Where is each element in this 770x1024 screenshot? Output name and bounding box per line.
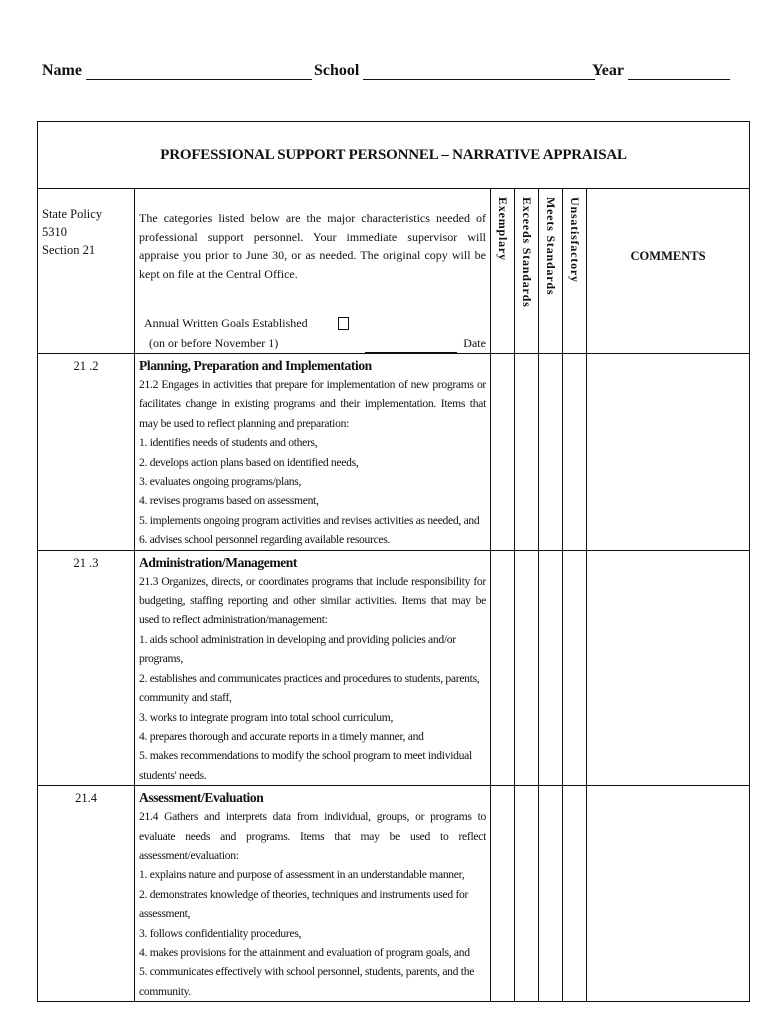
form-title: PROFESSIONAL SUPPORT PERSONNEL – NARRATIVE APPRAISAL	[38, 122, 750, 189]
rating-label: Unsatisfactory	[568, 197, 582, 283]
comments-cell[interactable]	[587, 786, 750, 1002]
policy-cell	[38, 189, 135, 354]
section-description: 21.2 Engages in activities that prepare for implementation of new programs or facilitates change in existing programs and their implementation. Items that may be used to reflect planning and preparation:	[139, 378, 486, 430]
rating-label: Exceeds Standards	[520, 197, 534, 308]
rating-cell-exemplary[interactable]	[491, 354, 515, 551]
section-number: 21.4	[38, 786, 135, 1002]
section-title: Planning, Preparation and Implementation	[139, 358, 372, 373]
policy-line-1: State Policy 5310	[42, 207, 103, 239]
rating-label: Meets Standards	[544, 197, 558, 296]
section-item: 4. revises programs based on assessment,	[139, 494, 319, 508]
rating-cell-exceeds[interactable]	[515, 786, 539, 1002]
goals-checkbox[interactable]	[338, 317, 349, 330]
section-item: 6. advises school personnel regarding available resources.	[139, 533, 391, 547]
goals-sub-label: (on or before November 1)	[149, 336, 279, 350]
rating-header-exemplary	[491, 189, 515, 354]
section-item: 2. demonstrates knowledge of theories, techniques and instruments used for assessment,	[139, 887, 469, 921]
comments-cell[interactable]	[587, 550, 750, 785]
section-row	[38, 786, 750, 1002]
school-field[interactable]	[363, 63, 595, 80]
section-item: 5. makes recommendations to modify the school program to meet individual students' needs.	[139, 749, 472, 782]
section-item: 5. communicates effectively with school personnel, students, parents, and the community.	[139, 965, 475, 998]
section-description: 21.3 Organizes, directs, or coordinates programs that include responsibility for budgeting, staffing reporting and other similar activities. Items that may be used to reflect administration/management:	[139, 574, 486, 627]
rating-header-unsatisfactory	[563, 189, 587, 354]
intro-text: The categories listed below are the major characteristics needed of professional support personnel. Your immediate supervisor will appraise you prior to June 30, or as needed. The original copy will be kept on file at the Central Office.	[139, 211, 486, 281]
rating-cell-unsatisfactory[interactable]	[563, 354, 587, 551]
rating-cell-meets[interactable]	[539, 354, 563, 551]
name-label: Name	[42, 62, 82, 79]
section-content	[135, 550, 491, 785]
rating-cell-exemplary[interactable]	[491, 786, 515, 1002]
policy-line-2: Section 21	[42, 243, 96, 257]
rating-cell-unsatisfactory[interactable]	[563, 550, 587, 785]
section-item: 2. develops action plans based on identified needs,	[139, 455, 359, 469]
rating-cell-meets[interactable]	[539, 550, 563, 785]
year-label: Year	[592, 62, 624, 79]
section-title: Administration/Management	[139, 554, 297, 570]
year-field[interactable]	[628, 63, 730, 80]
header-fields	[42, 62, 312, 80]
rating-header-exceeds	[515, 189, 539, 354]
rating-label: Exemplary	[496, 197, 510, 261]
intro-cell	[135, 189, 491, 354]
section-content	[135, 786, 491, 1002]
rating-header-meets	[539, 189, 563, 354]
section-item: 4. prepares thorough and accurate reports in a timely manner, and	[139, 729, 424, 743]
section-row	[38, 354, 750, 551]
section-item: 1. explains nature and purpose of assessment in an understandable manner,	[139, 868, 465, 882]
date-label: Date	[463, 336, 486, 350]
date-field[interactable]	[365, 338, 457, 353]
goals-block	[139, 313, 486, 353]
section-item: 3. works to integrate program into total school curriculum,	[139, 710, 394, 724]
rating-cell-unsatisfactory[interactable]	[563, 786, 587, 1002]
section-item: 4. makes provisions for the attainment and evaluation of program goals, and	[139, 945, 470, 959]
rating-cell-meets[interactable]	[539, 786, 563, 1002]
rating-cell-exceeds[interactable]	[515, 354, 539, 551]
section-item: 3. evaluates ongoing programs/plans,	[139, 475, 302, 489]
section-number: 21 .2	[38, 354, 135, 551]
year-fields	[592, 62, 730, 80]
appraisal-form	[37, 121, 750, 1002]
section-number: 21 .3	[38, 550, 135, 785]
section-item: 3. follows confidentiality procedures,	[139, 926, 302, 940]
name-field[interactable]	[86, 63, 312, 80]
section-description: 21.4 Gathers and interprets data from individual, groups, or programs to evaluate needs and programs. Items that may be used to reflect assessment/evaluation:	[139, 810, 486, 862]
goals-label: Annual Written Goals Established	[144, 316, 308, 330]
section-row	[38, 550, 750, 785]
rating-cell-exceeds[interactable]	[515, 550, 539, 785]
section-item: 2. establishes and communicates practices and procedures to students, parents, community and staff,	[139, 671, 480, 705]
section-item: 1. aids school administration in developing and providing policies and/or programs,	[139, 632, 456, 666]
rating-cell-exemplary[interactable]	[491, 550, 515, 785]
school-fields	[314, 62, 595, 80]
comments-header: COMMENTS	[587, 189, 750, 354]
section-title: Assessment/Evaluation	[139, 790, 264, 806]
school-label: School	[314, 62, 360, 79]
section-item: 1. identifies needs of students and others,	[139, 436, 318, 450]
section-content	[135, 354, 491, 551]
comments-cell[interactable]	[587, 354, 750, 551]
section-item: 5. implements ongoing program activities and revises activities as needed, and	[139, 513, 480, 527]
